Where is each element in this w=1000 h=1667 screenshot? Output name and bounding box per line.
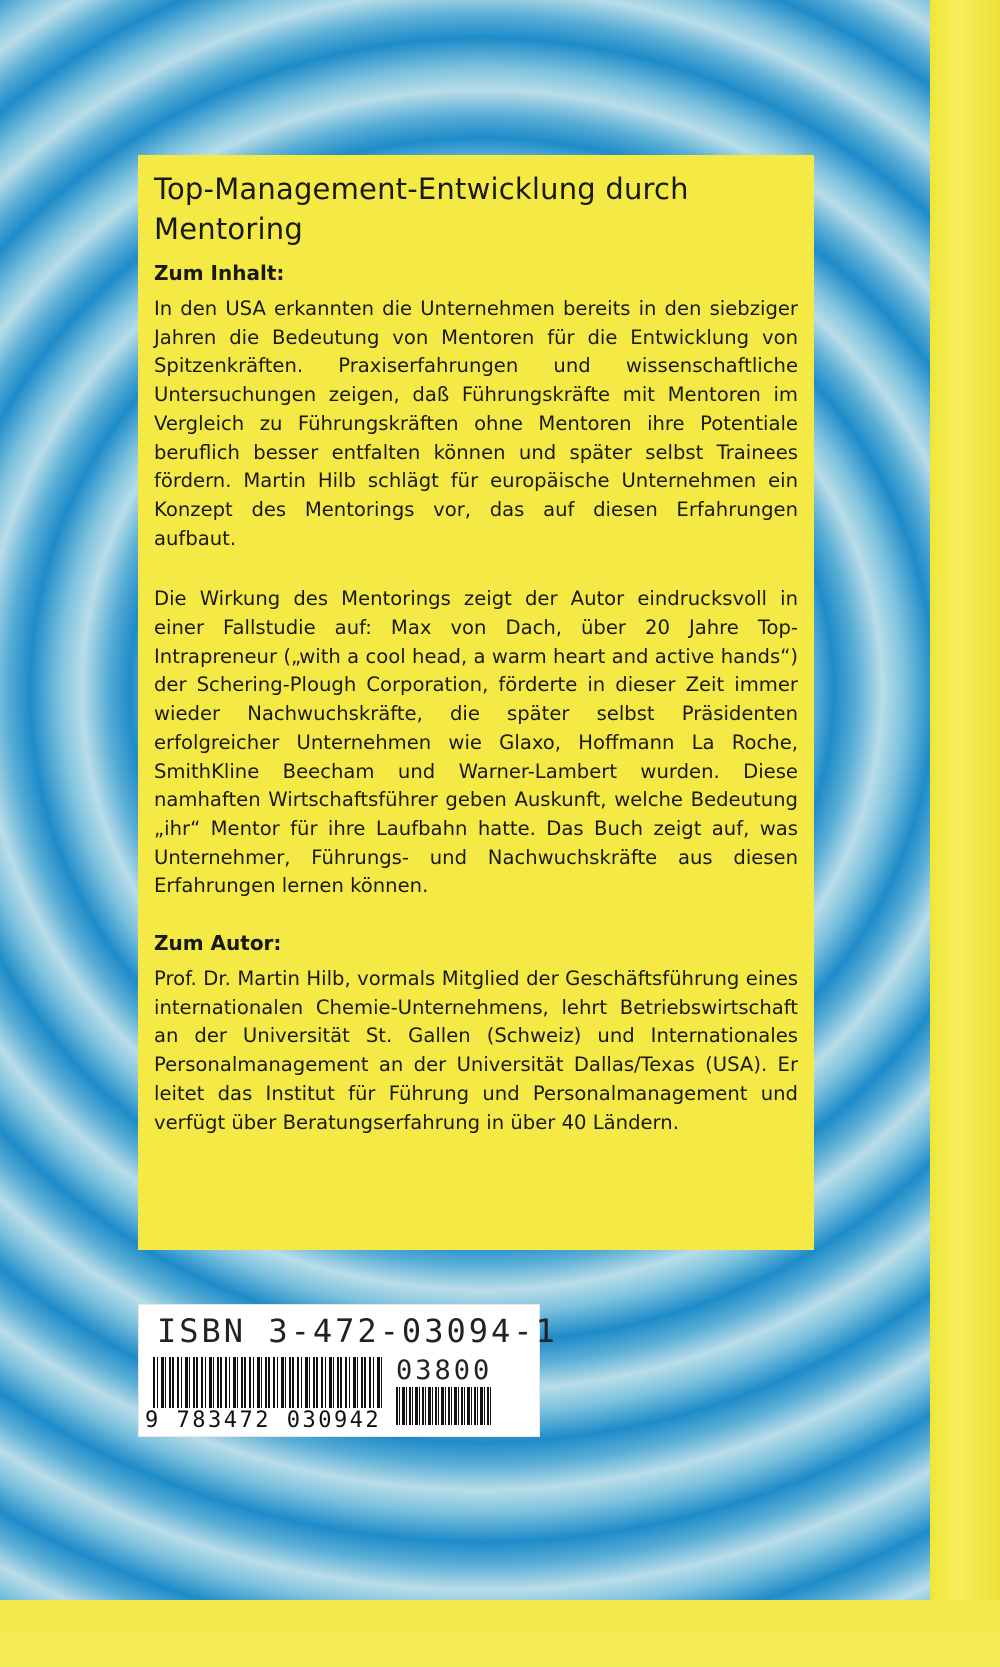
author-heading: Zum Autor: [154, 931, 282, 956]
spine-edge-strip [930, 0, 1000, 1667]
book-title: Top-Management-Entwicklung durch Mentoring [154, 172, 689, 246]
ean-digits: 9 783472 030942 [145, 1408, 382, 1433]
barcode-label [138, 1304, 558, 1437]
content-heading: Zum Inhalt: [154, 261, 285, 285]
content-paragraph-2: Die Wirkung des Mentorings zeigt der Autor eindrucksvoll in einer Fallstudie auf: Max von Dach, über 20 Jahre Top-Intrapreneur („with a cool head, a warm heart and active hands“) der Schering-Plough Corporation, förderte in dieser Zeit immer wieder Nachwuchskräfte, die später selbst Präsidenten erfolgreicher Unternehmen wie Glaxo, Hoffmann La Roche, SmithKline Beecham und Warner-Lambert wurden. Diese namhaften Wirtschaftsführer geben Auskunft, welche Bedeutung „ihr“ Mentor für ihre Laufbahn hatte. Das Buch zeigt auf, was Unternehmer, Führungs- und Nachwuchskräfte aus diesen Erfahrungen lernen können. [154, 587, 798, 898]
author-paragraph: Prof. Dr. Martin Hilb, vormals Mitglied der Geschäftsführung eines internationalen Chemie-Unternehmens, lehrt Betriebswirtschaft an der Universität St. Gallen (Schweiz) und Internationales Personalmanagement an der Universität Dallas/Texas (USA). Er leitet das Institut für Führung und Personalmanagement und verfügt über Beratungserfahrung in über 40 Ländern. [154, 967, 798, 1134]
bottom-edge-strip [0, 1600, 1000, 1667]
price-code: 03800 [396, 1355, 493, 1386]
addon-barcode-bars [396, 1387, 492, 1425]
isbn-number: ISBN 3-472-03094-1 [157, 1312, 558, 1350]
content-paragraph-1: In den USA erkannten die Unternehmen bereits in den siebziger Jahren die Bedeutung von Mentoren für die Entwicklung von Spitzenkräften. Praxiserfahrungen und wissenschaftliche Untersuchungen zeigen, daß Führungskräfte mit Mentoren im Vergleich zu Führungskräften ohne Mentoren ihre Potentiale beruflich besser entfalten können und später selbst Trainees fördern. Martin Hilb schlägt für europäische Unternehmen ein Konzept des Mentorings vor, das auf diesen Erfahrungen aufbaut. [154, 297, 798, 550]
blurb-panel [138, 155, 814, 1250]
